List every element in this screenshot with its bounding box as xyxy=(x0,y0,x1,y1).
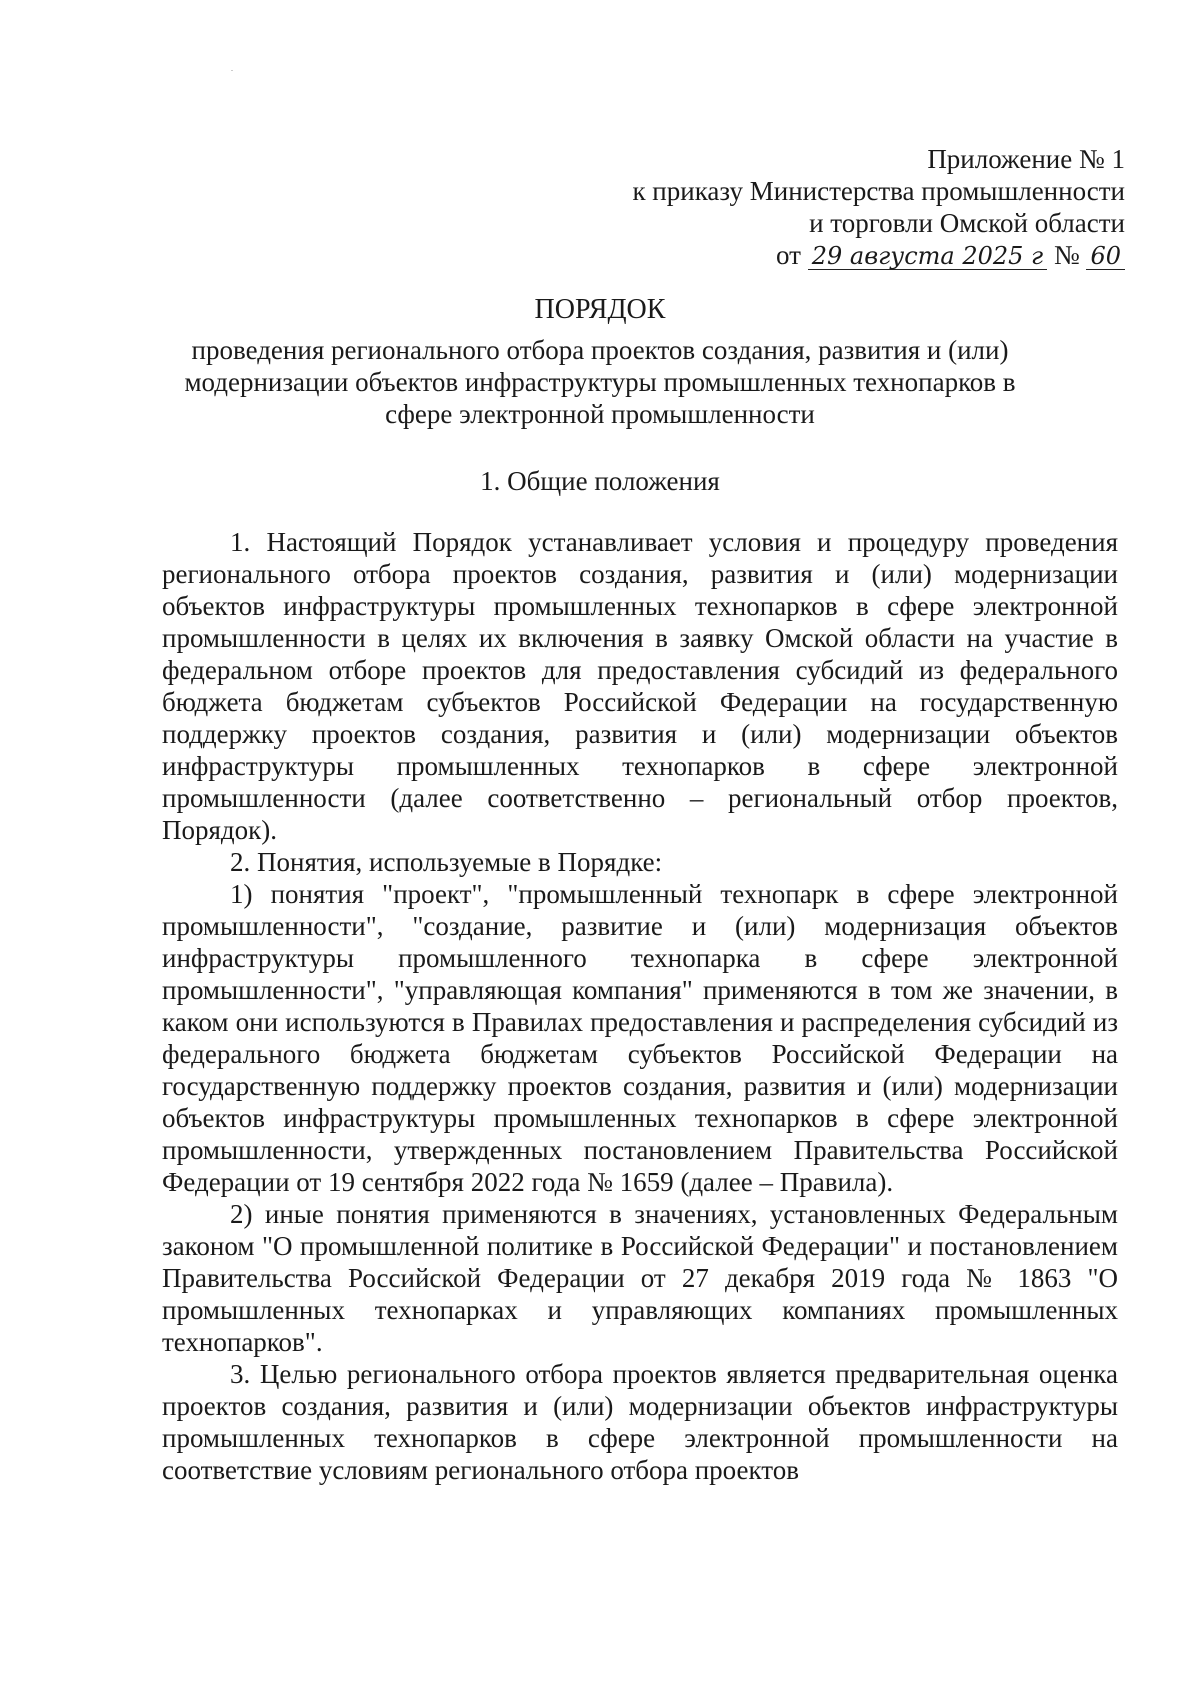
document-subtitle: проведения регионального отбора проектов создания, развития и (или) модернизации объектов инфраструктуры промышленных технопарков в сфере электронной промышленности xyxy=(184,335,1016,429)
paragraph: 2. Понятия, используемые в Порядке: xyxy=(230,847,663,877)
date-prefix: от xyxy=(776,240,801,270)
paragraph: 1) понятия "проект", "промышленный технопарк в сфере электронной промышленности", "создание, развитие и (или) модернизация объектов инфраструктуры промышленного технопарка в сфере электронной промышленности", "управляющая компания" применяются в том же значении, в каком они используются в Правилах предоставления и распределения субсидий из федерального бюджета бюджетам субъектов Российской Федерации на государственную поддержку проектов создания, развития и (или) модернизации объектов инфраструктуры промышленных технопарков в сфере электронной промышленности, утвержденных постановлением Правительства Российской Федерации от 19 сентября 2022 года № 1659 (далее – Правила). xyxy=(162,879,1118,1197)
order-date-line xyxy=(560,239,1125,271)
ministry-region: и торговли Омской области xyxy=(809,208,1125,238)
appendix-header xyxy=(560,143,1125,271)
document-body xyxy=(162,526,1118,1486)
paragraph: 2) иные понятия применяются в значениях, установленных Федеральным законом "О промышленной политике в Российской Федерации" и постановлением Правительства Российской Федерации от 27 декабря 2019 года № 1863 "О промышленных технопарках и управляющих компаниях промышленных технопарков". xyxy=(162,1199,1118,1357)
section-heading: 1. Общие положения xyxy=(480,466,720,496)
paragraph: 1. Настоящий Порядок устанавливает условия и процедуру проведения регионального отбора проектов создания, развития и (или) модернизации объектов инфраструктуры промышленных технопарков в сфере электронной промышленности в целях их включения в заявку Омской области на участие в федеральном отборе проектов для предоставления субсидий из федерального бюджета бюджетам субъектов Российской Федерации на государственную поддержку проектов создания, развития и (или) модернизации объектов инфраструктуры промышленных технопарков в сфере электронной промышленности (далее соответственно – региональный отбор проектов, Порядок). xyxy=(162,527,1118,845)
handwritten-date: 29 августа 2025 г xyxy=(808,243,1047,270)
handwritten-number: 60 xyxy=(1086,243,1125,270)
document-title: ПОРЯДОК xyxy=(534,294,666,325)
scan-speck xyxy=(231,70,233,71)
number-prefix: № xyxy=(1053,240,1080,270)
order-reference: к приказу Министерства промышленности xyxy=(632,176,1125,206)
appendix-label: Приложение № 1 xyxy=(927,144,1125,174)
paragraph: 3. Целью регионального отбора проектов является предварительная оценка проектов создания, развития и (или) модернизации объектов инфраструктуры промышленных технопарков в сфере электронной промышленности на соответствие условиям регионального отбора проектов xyxy=(162,1359,1118,1485)
